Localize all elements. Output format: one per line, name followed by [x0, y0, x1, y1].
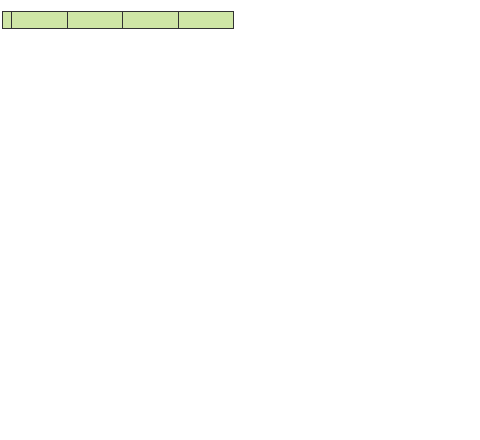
header-broodmare-sire	[123, 12, 179, 29]
entries-header-row	[3, 12, 234, 29]
header-granddam-sire	[179, 12, 234, 29]
entries-table	[2, 11, 234, 29]
header-number	[3, 12, 12, 29]
header-horse	[12, 12, 68, 29]
header-sire	[68, 12, 123, 29]
